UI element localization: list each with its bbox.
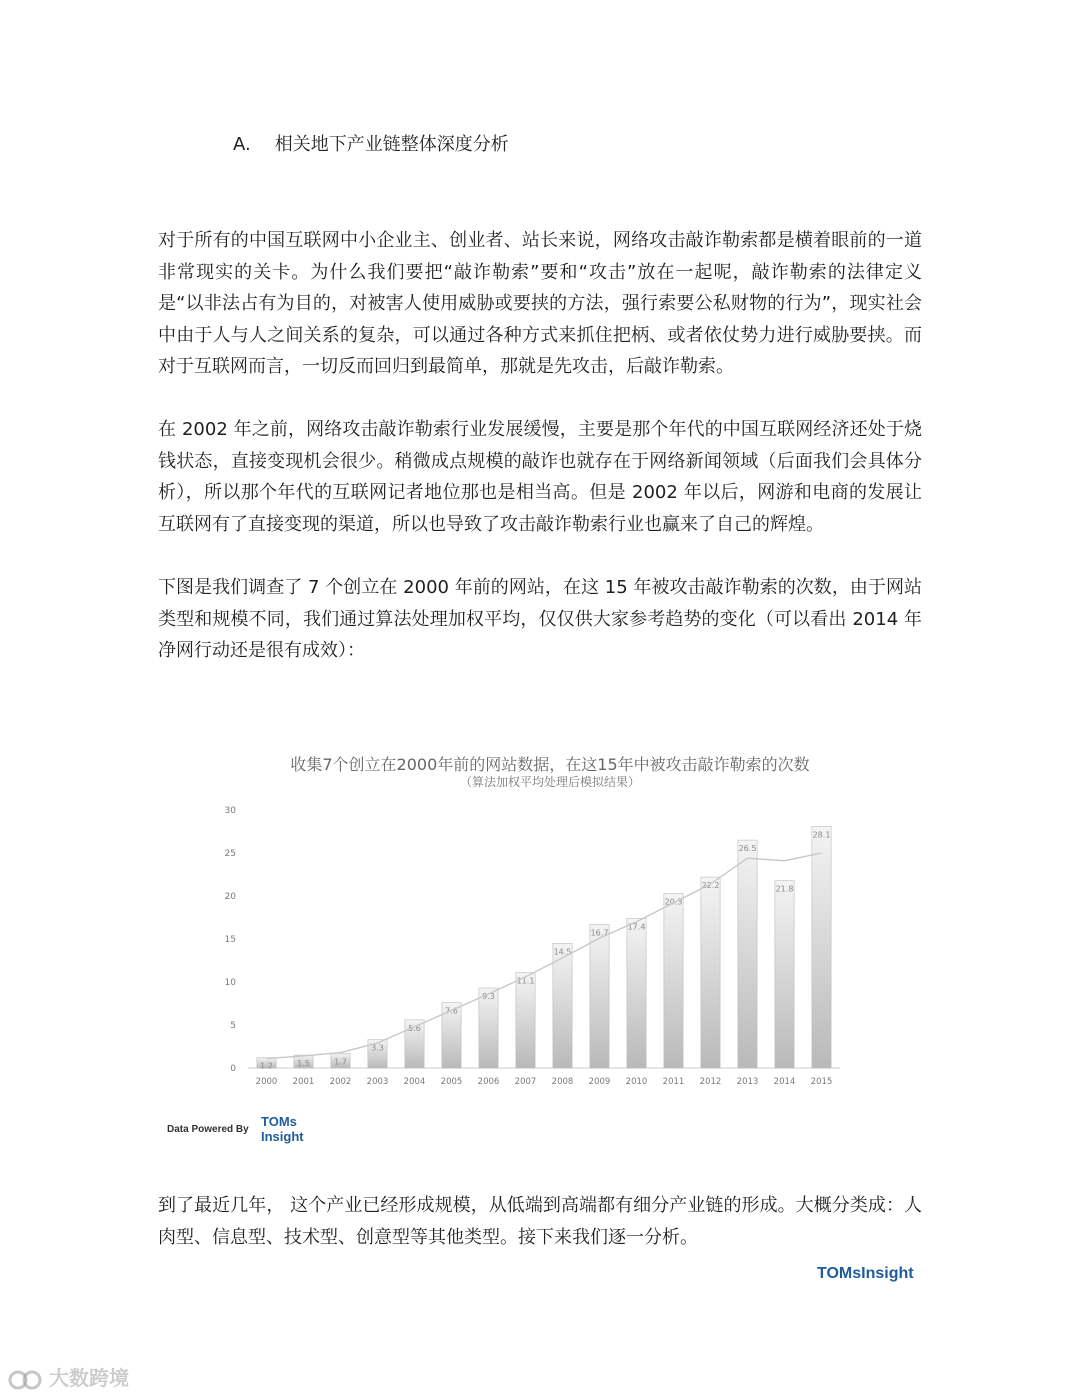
x-tick-label: 2010	[625, 1077, 648, 1087]
chart-subtitle: （算法加权平均处理后模拟结果）	[459, 775, 640, 789]
paragraph-intro: 对于所有的中国互联网中小企业主、创业者、站长来说，网络攻击敲诈勒索都是横着眼前的一道非常现实的关卡。为什么我们要把“敲诈勒索”要和“攻击”放在一起呢，敲诈勒索的法律定义是“以非法占有为目的，对被害人使用威胁或要挟的方法，强行索要公私财物的行为”，现实社会中由于人与人之间关系的复杂，可以通过各种方式来抓住把柄、或者依仗势力进行威胁要挟。而对于互联网而言，一切反而回归到最简单，那就是先攻击，后敲诈勒索。	[158, 230, 922, 377]
bar	[701, 877, 720, 1068]
bar	[516, 973, 535, 1068]
bar-chart	[210, 800, 850, 1100]
y-tick-label: 10	[224, 978, 236, 988]
data-credit-label: Data Powered By	[167, 1124, 249, 1135]
bar	[775, 881, 794, 1068]
x-tick-label: 2001	[292, 1077, 315, 1087]
y-tick-label: 25	[224, 849, 236, 859]
bar-value-label: 7.6	[445, 1006, 458, 1016]
paragraph-conclusion: 到了最近几年， 这个产业已经形成规模，从低端到高端都有细分产业链的形成。大概分类成：人肉型、信息型、技术型、创意型等其他类型。接下来我们逐一分析。	[158, 1195, 922, 1248]
bar-value-label: 28.1	[812, 830, 831, 840]
watermark-logo-icon	[8, 1367, 42, 1393]
watermark	[8, 1362, 129, 1393]
x-tick-label: 2008	[551, 1077, 574, 1087]
x-tick-label: 2015	[810, 1077, 833, 1087]
x-tick-label: 2003	[366, 1077, 389, 1087]
bar-value-label: 3.3	[371, 1043, 384, 1053]
bar-value-label: 22.2	[701, 881, 720, 891]
x-tick-label: 2006	[477, 1077, 500, 1087]
x-tick-label: 2013	[736, 1077, 759, 1087]
bar	[812, 826, 831, 1068]
bar-value-label: 20.3	[664, 897, 683, 907]
bar-value-label: 17.4	[627, 922, 646, 932]
bar	[664, 893, 683, 1068]
section-heading	[233, 130, 509, 156]
bar-value-label: 11.1	[516, 976, 535, 986]
logo-line-1: TOMs	[261, 1114, 297, 1129]
bar-value-label: 1.2	[260, 1061, 273, 1071]
y-tick-label: 0	[230, 1064, 236, 1074]
x-tick-label: 2004	[403, 1077, 426, 1087]
toms-insight-logo	[261, 1114, 304, 1144]
bar-value-label: 1.7	[334, 1057, 347, 1067]
heading-text: 相关地下产业链整体深度分析	[274, 134, 509, 155]
bar-value-label: 14.5	[553, 947, 572, 957]
x-tick-label: 2000	[255, 1077, 278, 1087]
chart-title: 收集7个创立在2000年前的网站数据，在这15年中被攻击敲诈勒索的次数	[290, 755, 810, 774]
y-tick-label: 15	[224, 935, 236, 945]
x-tick-label: 2012	[699, 1077, 722, 1087]
y-tick-label: 30	[224, 806, 236, 816]
x-tick-label: 2009	[588, 1077, 611, 1087]
bar-value-label: 16.7	[590, 928, 609, 938]
bar-value-label: 21.8	[775, 884, 794, 894]
logo-line-2: Insight	[261, 1129, 304, 1144]
bar	[627, 918, 646, 1068]
bar	[738, 840, 757, 1068]
footer-brand-logo: TOMsInsight	[817, 1265, 914, 1282]
bar-value-label: 26.5	[738, 844, 757, 854]
paragraph-history: 在 2002 年之前，网络攻击敲诈勒索行业发展缓慢，主要是那个年代的中国互联网经济还处于烧钱状态，直接变现机会很少。稍微成点规模的敲诈也就存在于网络新闻领域（后面我们会具体分析），所以那个年代的互联网记者地位那也是相当高。但是 2002 年以后，网游和电商的发展让互联网有了直接变现的渠道，所以也导致了攻击敲诈勒索行业也赢来了自己的辉煌。	[158, 419, 922, 535]
x-tick-label: 2005	[440, 1077, 463, 1087]
x-tick-label: 2007	[514, 1077, 537, 1087]
y-tick-label: 20	[224, 892, 236, 902]
bar-value-label: 5.6	[408, 1023, 421, 1033]
x-tick-label: 2014	[773, 1077, 796, 1087]
x-tick-label: 2011	[662, 1077, 685, 1087]
y-tick-label: 5	[230, 1021, 236, 1031]
bar-value-label: 9.3	[482, 992, 495, 1002]
x-tick-label: 2002	[329, 1077, 352, 1087]
bar-value-label: 1.5	[297, 1059, 310, 1069]
bar	[590, 924, 609, 1068]
watermark-text: 大数跨境	[48, 1366, 129, 1390]
paragraph-chart-intro: 下图是我们调查了 7 个创立在 2000 年前的网站，在这 15 年被攻击敲诈勒索的次数，由于网站类型和规模不同，我们通过算法处理加权平均，仅仅供大家参考趋势的变化（可以看出 2014 年净网行动还是很有成效）：	[158, 577, 922, 661]
heading-marker: A.	[233, 134, 251, 155]
